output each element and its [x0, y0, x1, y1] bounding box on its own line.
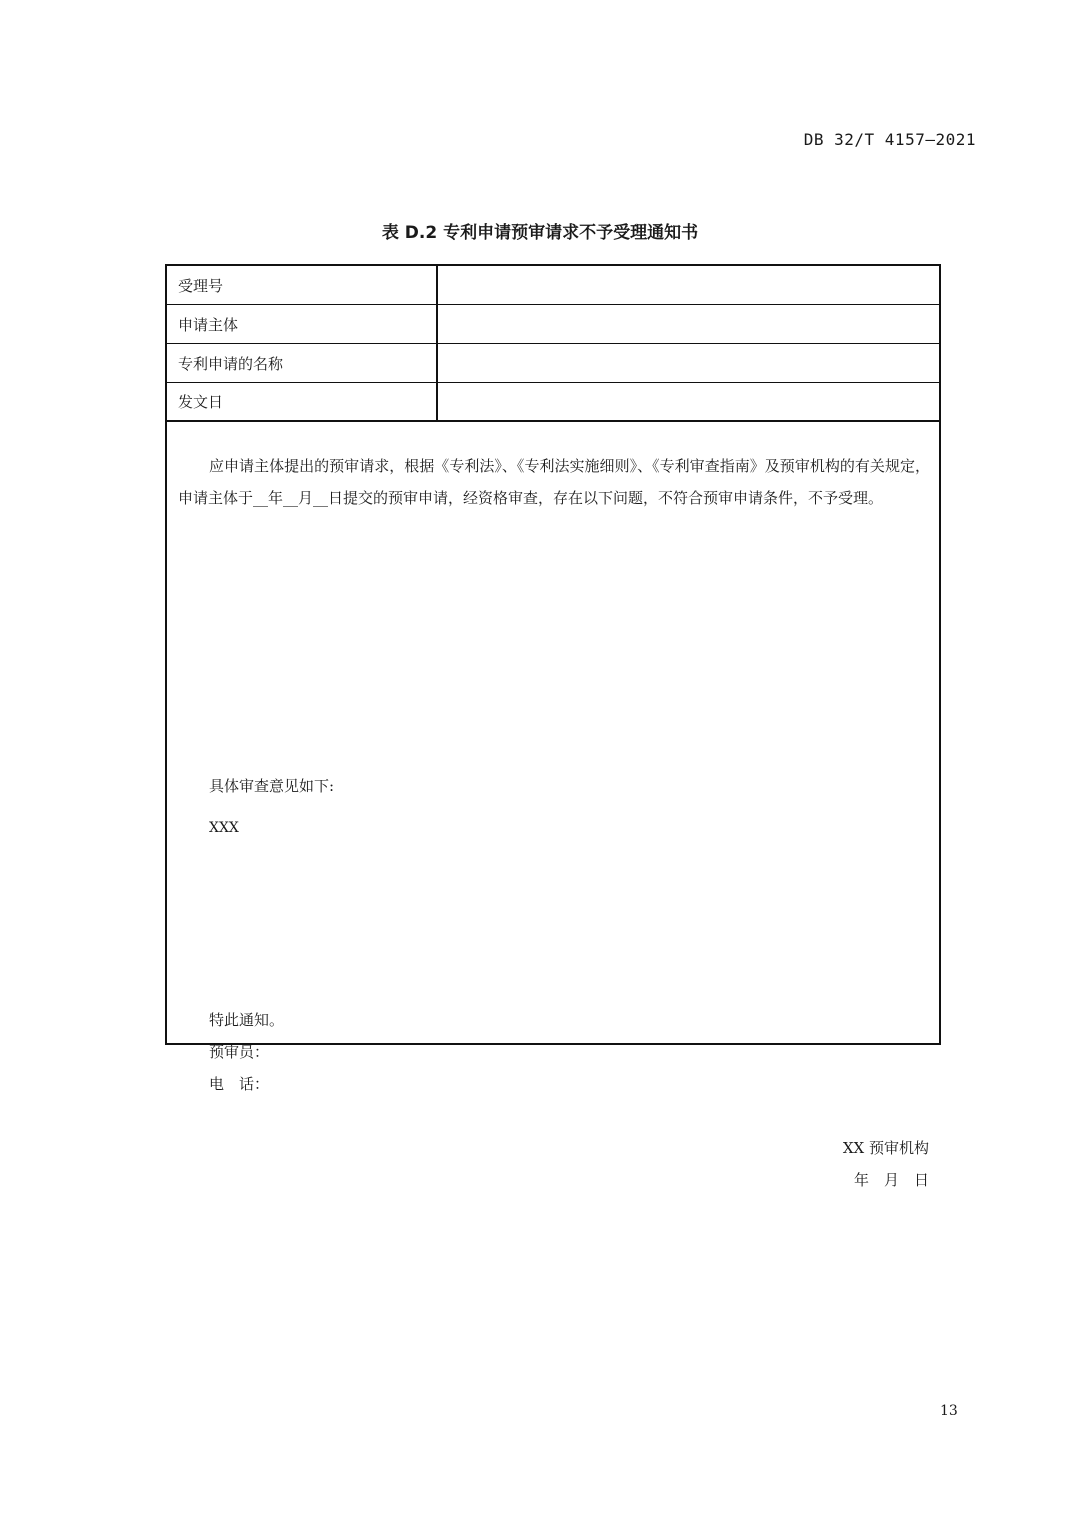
- field-value: [438, 383, 939, 420]
- field-value: [438, 305, 939, 343]
- page-number: 13: [940, 1403, 958, 1419]
- agency-signature: XX 预审机构: [842, 1139, 929, 1157]
- field-row-issue-date: [167, 383, 939, 422]
- examiner-label: 预审员：: [209, 1043, 270, 1061]
- signature-date: 年 月 日: [853, 1171, 929, 1189]
- document-code: DB 32/T 4157—2021: [803, 130, 976, 149]
- notice-closing: 特此通知。: [209, 1011, 285, 1029]
- opinion-content: XXX: [209, 820, 239, 836]
- field-label: 申请主体: [167, 305, 438, 343]
- field-label: 专利申请的名称: [167, 344, 438, 382]
- table-title: 表 D.2 专利申请预审请求不予受理通知书: [381, 223, 699, 243]
- notice-body: [167, 422, 939, 1189]
- field-row-patent-name: [167, 344, 939, 383]
- opinion-heading: 具体审查意见如下:: [209, 777, 335, 795]
- field-value: [438, 344, 939, 382]
- field-value: [438, 266, 939, 304]
- notice-form: [165, 264, 941, 1189]
- field-row-acceptance-number: [167, 266, 939, 305]
- field-label: 受理号: [167, 266, 438, 304]
- phone-label: 电 话：: [209, 1075, 270, 1093]
- field-label: 发文日: [167, 383, 438, 420]
- notice-paragraph: 应申请主体提出的预审请求，根据《专利法》、《专利法实施细则》、《专利审查指南》及预审机构的有关规定，申请主体于__年__月__日提交的预审申请，经资格审查，存在以下问题，不符合预审申请条件，不予受理。: [178, 457, 930, 507]
- field-row-applicant: [167, 305, 939, 344]
